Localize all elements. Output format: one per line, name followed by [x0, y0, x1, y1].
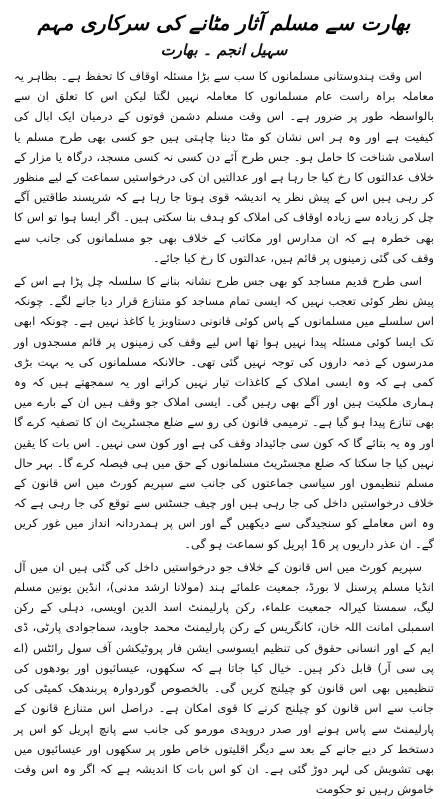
- article-title: بھارت سے مسلم آثار مٹانے کی سرکاری مہم: [37, 11, 411, 35]
- article-paragraph: اس وقت ہندوستانی مسلمانوں کا سب سے بڑا مسئلہ اوقاف کا تحفظ ہے۔ بظاہر یہ معاملہ براہ راست عام مسلمانوں کا معاملہ نہیں لگتا لیکن اس کا تعلق ان سے بالواسطہ طور پر ضرور ہے۔ اس وقت مسلم دشمن قوتوں کے درمیان ایک ابال کی کیفیت ہے اور وہ ہر اس نشان کو مٹا دینا چاہتی ہیں جو کسی بھی طرح مسلم یا اسلامی شناخت کا حامل ہو۔ جس طرح آئے دن کسی نہ کسی مسجد، درگاہ یا مزار کے خلاف عدالتوں کا رخ کیا جا رہا ہے اور عدالتیں ان کی درخواستیں سماعت کے لیے منظور کر رہی ہیں اس کے پیش نظر یہ اندیشہ قوی ہوتا جا رہا ہے کہ شرپسند طاقتیں آگے چل کر زیادہ سے زیادہ اوقاف کی املاک کو ہدف بنا سکتی ہیں۔ اگر ایسا ہوا تو اس کا بھی خطرہ ہے کہ ان مدارس اور مکاتب کے خلاف بھی جو مسلمانوں کی جانب سے وقف کی گئی زمینوں پر قائم ہیں، عدالتوں کا رخ کیا جائے۔: [14, 69, 434, 265]
- article-byline: سہیل انجم ۔ بھارت: [160, 41, 288, 59]
- article-paragraph: اسی طرح قدیم مساجد کو بھی جس طرح نشانہ بنانے کا سلسلہ چل پڑا ہے اس کے پیش نظر کوئی تعجب نہیں کہ ایسی تمام مساجد کو متنازع قرار دیا جانے لگے۔ چونکہ اس سلسلے میں مسلمانوں کے پاس کوئی قانونی دستاویز یا کاغذ نہیں ہے۔ چونکہ ابھی تک ایسا کوئی مسئلہ پیدا نہیں ہوا تھا اس لیے وقف کی زمینوں پر قائم مسجدوں اور مدرسوں کے ذمہ داروں کی توجہ نہیں گئی تھی۔ حالانکہ مسلمانوں کی یہ بہت بڑی کمی ہے کہ وہ ایسی املاک کے کاغذات تیار نہیں کراتے اور یہ سمجھتے ہیں کہ وہ ہماری ملکیت ہیں اور آگے بھی رہیں گی۔ ایسی املاک جو وقف ہیں ان کے بارے میں بھی تنازع پیدا ہو گیا ہے۔ ترمیمی قانون کی رو سے ضلع مجسٹریٹ ان کا تصفیہ کرے گا اور وہ یہ بتائے گا کہ کون سی جائیداد وقف کی ہے اور کون سی نہیں۔ اس بات کا یقین نہیں کیا جا سکتا کہ ضلع مجسٹریٹ مسلمانوں کے حق میں ہی فیصلہ کرے گا۔ بہر حال مسلم تنظیموں اور سیاسی جماعتوں کی جانب سے سپریم کورٹ میں اس قانون کے خلاف درخواستیں داخل کی جا رہی ہیں اور چیف جسٹس سے توقع کی جا رہی ہے کہ وہ اس معاملے کو سنجیدگی سے دیکھیں گے اور اس پر ہمدردانہ انداز میں غور کریں گے۔ ان عذر داریوں پر 16 اپریل کو سماعت ہو گی۔: [14, 274, 434, 551]
- article-paragraph: سپریم کورٹ میں اس قانون کے خلاف جو درخواستیں داخل کی گئی ہیں ان میں آل انڈیا مسلم پرسنل لا بورڈ، جمعیت علمائے ہند (مولانا ارشد مدنی)، انڈین یونین مسلم لیگ، سمستا کیرالہ جمعیت علماء، رکن پارلیمنٹ اسد الدین اویسی، دہلی کے رکن اسمبلی امانت اللہ خان، کانگریس کے رکن پارلیمنٹ محمد جاوید، سماجوادی پارٹی، ڈی ایم کے اور انسانی حقوق کی تنظیم ایسوسی ایشن فار پروٹیکشن آف سول رائٹس (اے پی سی آر) قابل ذکر ہیں۔ خیال کیا جاتا ہے کہ سکھوں، عیسائیوں اور بودھوں کی تنظیمیں بھی اس قانون کو چیلنج کریں گی۔ بالخصوص گوردوارہ پربندھک کمیٹی کی جانب سے اس قانون کو چیلنج کرنے کا قوی امکان ہے۔ دراصل اس متنازع قانون کے پارلیمنٹ سے پاس ہونے اور صدر دروپدی مورمو کی جانب سے پانچ اپریل کو اس پر دستخط کر دیے جانے کے بعد سے دیگر اقلیتوں خاص طور پر سکھوں اور عیسائیوں میں بھی تشویش کی لہر دوڑ گئی ہے۔ ان کو اس بات کا اندیشہ ہے کہ اگر وہ اس وقت خاموش رہیں تو حکومت: [14, 559, 434, 797]
- article-body: [14, 66, 434, 799]
